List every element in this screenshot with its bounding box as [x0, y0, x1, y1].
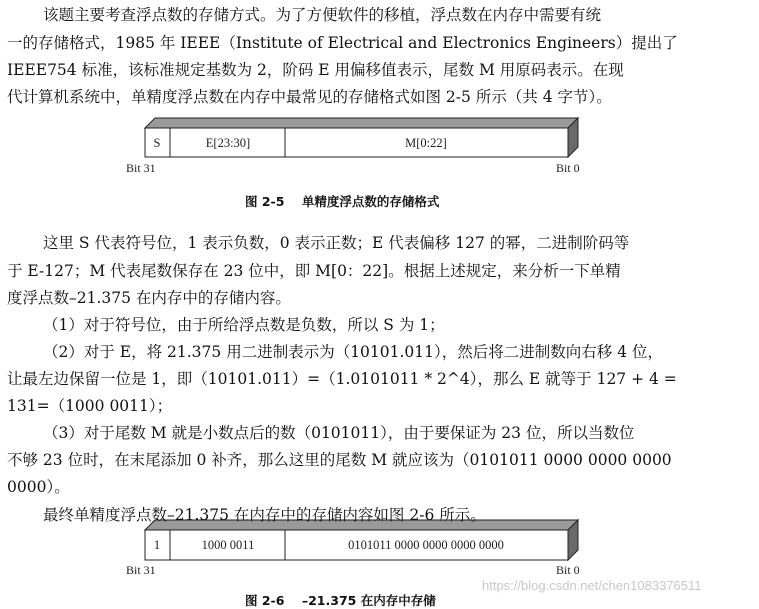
paragraph2-line-7: 131=（1000 0011）； — [7, 397, 173, 415]
figure1-bit-0-label: Bit 0 — [556, 161, 580, 175]
figure2-bit-0-label: Bit 0 — [556, 563, 580, 577]
figure1-box-top — [145, 118, 578, 128]
figure2-bit-31-label: Bit 31 — [126, 563, 156, 577]
figure2-caption-number: 图 2-6 — [245, 593, 285, 608]
figure2-cell-sign: 1 — [153, 538, 161, 552]
paragraph2-line-1: 这里 S 代表符号位，1 表示负数，0 表示正数；E 代表偏移 127 的幂，二进制阶码等 — [43, 234, 630, 252]
paragraph2-line-4: （1）对于符号位，由于所给浮点数是负数，所以 S 为 1； — [43, 316, 445, 334]
paragraph1-line-1: 该题主要考查浮点数的存储方式。为了方便软件的移植，浮点数在内存中需要有统 — [43, 6, 602, 24]
figure1-bit-31-label: Bit 31 — [126, 161, 156, 175]
paragraph1-line-2: 一的存储格式，1985 年 IEEE（Institute of Electrical and Electronics Engineers）提出了 — [7, 34, 678, 52]
figure1-cell-exponent: E[23:30] — [205, 136, 251, 150]
paragraph2-line-2: 于 E-127；M 代表尾数保存在 23 位中，即 M[0：22]。根据上述规定，来分析一下单精 — [7, 262, 621, 280]
paragraph2-line-6: 让最左边保留一位是 1，即（10101.011）=（1.0101011 * 2^4），那么 E 就等于 127 + 4 = — [7, 370, 677, 388]
figure1-cell-mantissa: M[0:22] — [405, 136, 447, 150]
paragraph2-line-5: （2）对于 E，将 21.375 用二进制表示为（10101.011），然后将二进制数向右移 4 位， — [43, 343, 663, 361]
paragraph2-line-3: 度浮点数–21.375 在内存中的存储内容。 — [7, 289, 291, 307]
figure2-caption-text: –21.375 在内存中存储 — [301, 593, 436, 608]
figure2-cell-exponent: 1000 0011 — [201, 538, 255, 552]
paragraph2-line-9: 不够 23 位时，在末尾添加 0 补齐，那么这里的尾数 M 就应该为（0101011 0000 0000 0000 — [7, 451, 672, 469]
figure1-caption — [245, 192, 439, 210]
paragraph1-line-4: 代计算机系统中，单精度浮点数在内存中最常见的存储格式如图 2-5 所示（共 4 字节）。 — [7, 88, 612, 106]
paragraph2-line-8: （3）对于尾数 M 就是小数点后的数（0101011），由于要保证为 23 位，所以当数位 — [43, 424, 635, 442]
figure1-cell-sign: S — [153, 136, 161, 150]
figure2-caption — [245, 591, 436, 609]
paragraph2-line-11: 最终单精度浮点数–21.375 在内存中的存储内容如图 2-6 所示。 — [43, 506, 486, 524]
figure1-caption-text: 单精度浮点数的存储格式 — [301, 194, 440, 209]
watermark-url: https://blog.csdn.net/chen1083376511 — [482, 578, 702, 593]
figure2-cell-mantissa: 0101011 0000 0000 0000 0000 — [348, 538, 504, 552]
paragraph2-line-10: 0000）。 — [7, 478, 70, 496]
paragraph1-line-3: IEEE754 标准，该标准规定基数为 2，阶码 E 用偏移值表示，尾数 M 用原码表示。在现 — [7, 61, 624, 79]
figure1-caption-number: 图 2-5 — [245, 194, 285, 209]
